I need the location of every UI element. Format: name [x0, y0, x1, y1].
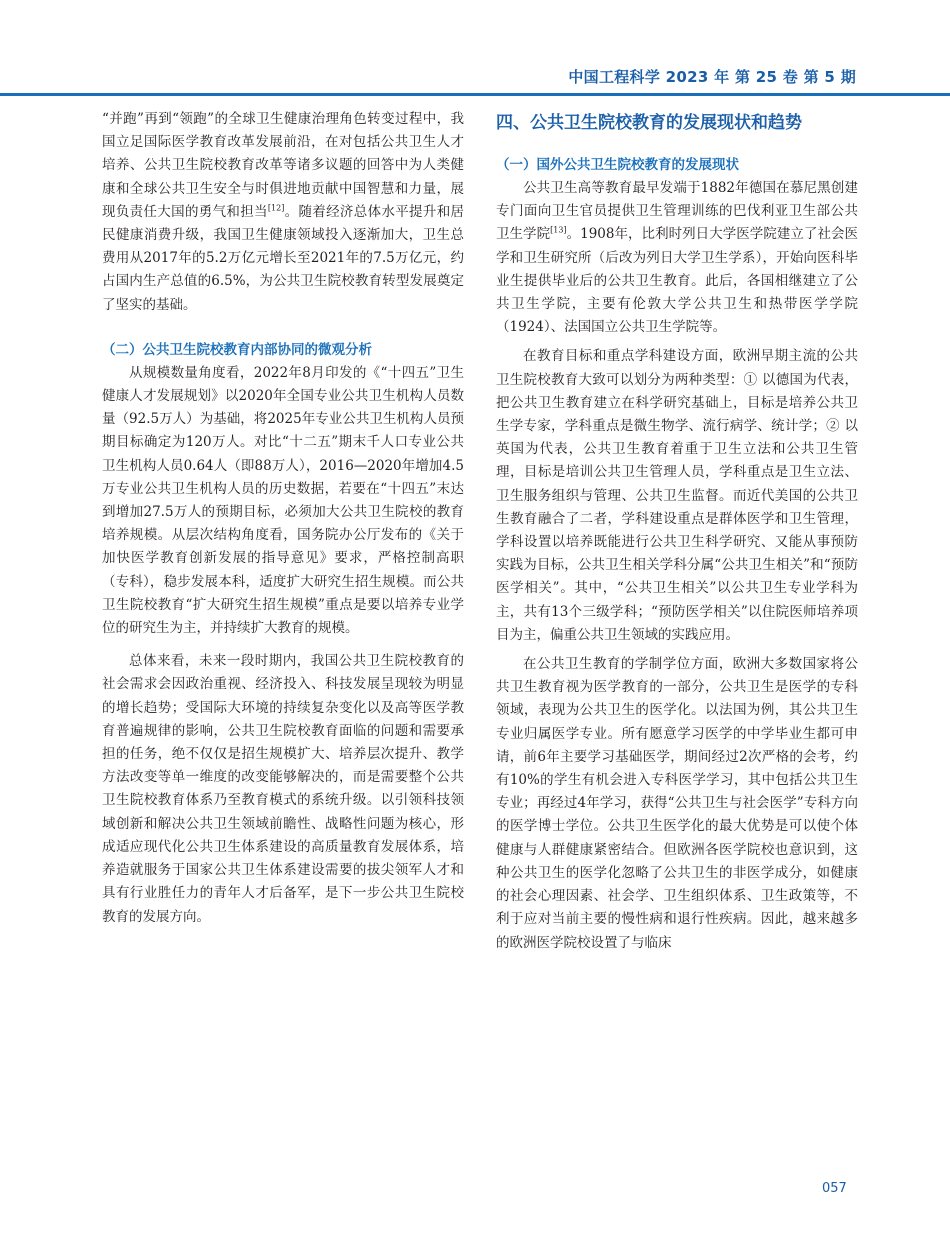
section-heading-1: （一）国外公共卫生院校教育的发展现状: [496, 157, 739, 173]
left-paragraph-1: “并跑”再到“领跑”的全球卫生健康治理角色转变过程中，我国立足国际医学教育改革发展前沿，在对包括公共卫生人才培养、公共卫生院校教育改革等诸多议题的回答中为人类健康和全球公共卫生安全与时俱进地贡献中国智慧和力量，展现负责任大国的勇气和担当[12]。随着经济总体水平提升和居民健康消费升级，我国卫生健康领域投入逐渐加大，卫生总费用从2017年的5.2万亿元增长至2021年的7.5万亿元，约占国内生产总值的6.5%，为公共卫生院校教育转型发展奠定了坚实的基础。: [102, 111, 465, 313]
citation-13: [13]: [550, 225, 567, 235]
left-paragraph-2: 从规模数量角度看，2022年8月印发的《“十四五”卫生健康人才发展规划》以2020年全国专业公共卫生机构人员数量（92.5万人）为基础，将2025年专业公共卫生机构人员预期目标确定为120万人。对比“十二五”期末千人口专业公共卫生机构人员0.64人（即88万人），2016—2020年增加4.5万专业公共卫生机构人员的历史数据，若要在“十四五”末达到增加27.5万人的预期目标，必须加大公共卫生院校的教育培养规模。从层次结构角度看，国务院办公厅发布的《关于加快医学教育创新发展的指导意见》要求，严格控制高职（专科），稳步发展本科，适度扩大研究生招生规模。而公共卫生院校教育“扩大研究生招生规模”重点是要以培养专业学位的研究生为主，并持续扩大教育的规模。: [102, 364, 464, 637]
right-column: [496, 108, 858, 955]
page-number: 057: [822, 1181, 847, 1196]
citation-12: [12]: [267, 203, 285, 213]
chapter-heading-4: 四、公共卫生院校教育的发展现状和趋势: [496, 113, 802, 133]
header-divider: [0, 93, 950, 96]
page-header: [0, 0, 950, 96]
journal-title: 中国工程科学 2023 年 第 25 卷 第 5 期: [568, 68, 856, 86]
right-paragraph-2: 在教育目标和重点学科建设方面，欧洲早期主流的公共卫生院校教育大致可以划分为两种类型：① 以德国为代表，把公共卫生教育建立在科学研究基础上，目标是培养公共卫生学专家，学科重点是微生物学、流行病学、统计学；② 以英国为代表，公共卫生教育着重于卫生立法和公共卫生管理，目标是培训公共卫生管理人员，学科重点是卫生立法、卫生服务组织与管理、公共卫生监督。而近代美国的公共卫生教育融合了二者，学科建设重点是群体医学和卫生管理，学科设置以培养既能进行公共卫生科学研究、又能从事预防实践为目标，公共卫生相关学科分属“公共卫生相关”和“预防医学相关”。其中，“公共卫生相关”以公共卫生专业学科为主，共有13个三级学科；“预防医学相关”以住院医师培养项目为主，偏重公共卫生领域的实践应用。: [496, 348, 858, 643]
section-heading-2: （二）公共卫生院校教育内部协同的微观分析: [102, 341, 372, 358]
left-column: [102, 108, 464, 929]
right-paragraph-3: 在公共卫生教育的学制学位方面，欧洲大多数国家将公共卫生教育视为医学教育的一部分，公共卫生是医学的专科领域，表现为公共卫生的医学化。以法国为例，其公共卫生专业归属医学专业。所有愿意学习医学的中学毕业生都可申请，前6年主要学习基础医学，期间经过2次严格的会考，约有10%的学生有机会进入专科医学学习，其中包括公共卫生专业；再经过4年学习，获得“公共卫生与社会医学”专科方向的医学博士学位。公共卫生医学化的最大优势是可以使个体健康与人群健康紧密结合。但欧洲各医学院校也意识到，这种公共卫生的医学化忽略了公共卫生的非医学成分，如健康的社会心理因素、社会学、卫生组织体系、卫生政策等，不利于应对当前主要的慢性病和退行性疾病。因此，越来越多的欧洲医学院校设置了与临床: [496, 656, 858, 951]
right-paragraph-1: 公共卫生高等教育最早发端于1882年德国在慕尼黑创建专门面向卫生官员提供卫生管理训练的巴伐利亚卫生部公共卫生学院[13]。1908年，比利时列日大学医学院建立了社会医学和卫生研究所（后改为列日大学卫生学系），开始向医科毕业生提供毕业后的公共卫生教育。此后，各国相继建立了公共卫生学院，主要有伦敦大学公共卫生和热带医学学院（1924）、法国国立公共卫生学院等。: [496, 180, 859, 336]
left-paragraph-3: 总体来看，未来一段时期内，我国公共卫生院校教育的社会需求会因政治重视、经济投入、科技发展呈现较为明显的增长趋势；受国际大环境的持续复杂变化以及高等医学教育普遍规律的影响，公共卫生院校教育面临的问题和需要承担的任务，绝不仅仅是招生规模扩大、培养层次提升、教学方法改变等单一维度的改变能够解决的，而是需要整个公共卫生院校教育体系乃至教育模式的系统升级。以引领科技领域创新和解决公共卫生领域前瞻性、战略性问题为核心，形成适应现代化公共卫生体系建设的高质量教育发展体系，培养造就服务于国家公共卫生体系建设需要的拔尖领军人才和具有行业胜任力的青年人才后备军，是下一步公共卫生院校教育的发展方向。: [102, 653, 464, 925]
